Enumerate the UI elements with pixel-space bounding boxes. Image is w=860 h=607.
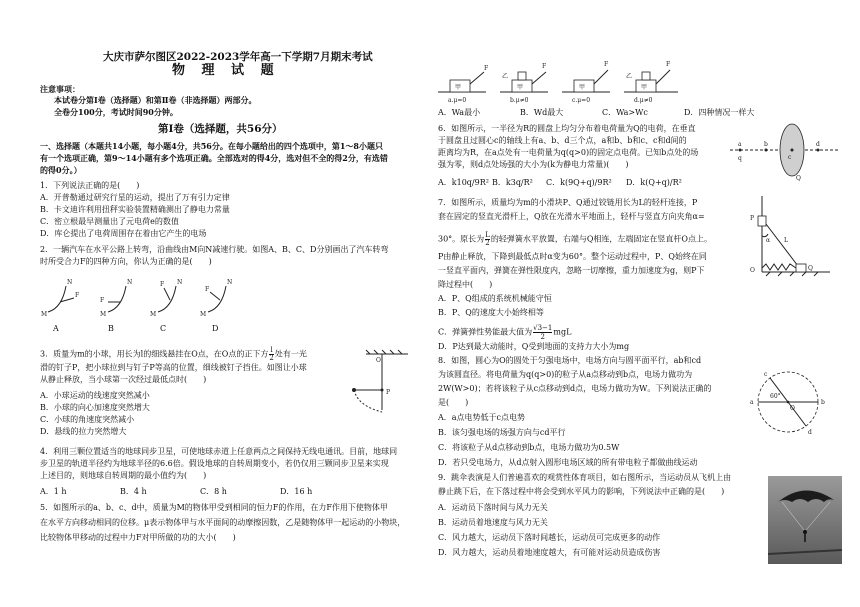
q4-option-c: C．8 h	[200, 487, 227, 496]
q5-fig-b	[500, 63, 548, 104]
section1-intro-2: 有一个选项正确，第9～14小题有多个选项正确。全部选对的得4分，选对但不全的得2分，有选错	[40, 153, 388, 163]
q4-option-b: B．4 h	[120, 487, 147, 496]
q5-fig-c	[562, 61, 610, 104]
q2-fig-d-m: M	[200, 311, 207, 318]
q5-option-c: C．Wa>Wc	[602, 108, 648, 117]
q5-fig-a-label: a.μ=0	[448, 97, 467, 104]
q7-line-6: 降过程中( )	[438, 280, 493, 289]
q8-label-angle: 60°	[770, 393, 781, 400]
right-column	[430, 0, 860, 607]
q2-curve-figures	[40, 272, 240, 332]
q2-fig-d-f: F	[205, 286, 210, 293]
q6-line-3: 距离均为R，在a点处有一电荷量为q(q>0)的固定点电荷。已知b点处的场	[438, 148, 699, 157]
q4-line-3: 上述目的，则地球自转周期的最小值约为( )	[40, 471, 207, 480]
q1-option-c: C．密立根最早测量出了元电荷e的数值	[40, 217, 179, 226]
q2-fig-d	[200, 279, 232, 318]
q5-fig-b-jia: 甲	[517, 84, 524, 91]
q5-fig-a-jia: 甲	[455, 84, 462, 91]
q5-line-3: 比较物体甲移动的过程中力F对甲所做的功的大小( )	[40, 533, 236, 542]
q7-line-4: P由静止释放，下降到最低点时α变为60°。整个运动过程中，P、Q始终在同	[438, 252, 707, 261]
q9-option-c: C．风力越大，运动员下落时间越长，运动员可完成更多的动作	[438, 533, 661, 542]
q7-line-5: 一竖直平面内，弹簧在弹性限度内，忽略一切摩擦，重力加速度为g，则P下	[438, 266, 705, 275]
q7-line-1: 7．如图所示，质量均为m的小滑块P、Q通过铰链用长为L的轻杆连接，P	[438, 198, 698, 207]
q7-option-b: B．P、Q的速度大小始终相等	[438, 308, 544, 317]
q6-line-1: 6．如图所示，一半径为R的圆盘上均匀分布着电荷量为Q的电荷，在垂直	[438, 124, 696, 133]
q7-line-3	[438, 232, 712, 247]
q3-frac-den: 2	[269, 354, 274, 362]
q2-fig-c-f: F	[160, 281, 165, 288]
q5-option-a: A．Wa最小	[438, 108, 481, 117]
q6-label-q-big: Q	[796, 175, 801, 182]
q2-label-d: D	[212, 324, 219, 333]
q6-label-b: b	[764, 141, 768, 148]
q7-option-a: A．P、Q组成的系统机械能守恒	[438, 294, 552, 303]
exam-title: 大庆市萨尔图区2022-2023学年高一下学期7月期末考试	[103, 51, 373, 63]
q6-option-c: C．k(9Q+q)/9R²	[546, 178, 612, 187]
q6-label-c: c	[788, 154, 792, 161]
q8-label-o: O	[790, 405, 795, 412]
q9-option-b: B．运动员着地速度与风力无关	[438, 518, 548, 527]
q5-fig-a	[438, 65, 488, 104]
q3-line-2: 滑的钉子P，把小球拉到与钉子P等高的位置，细线被钉子挡住。如图让小球	[40, 363, 307, 372]
q7-option-c-tail: mgL	[553, 327, 572, 337]
q5-fig-c-jia: 甲	[579, 84, 586, 91]
q8-option-b: B．该匀强电场的场强方向与cd平行	[438, 428, 566, 437]
q2-line-2: 时所受合力F的四种方向，你认为正确的是( )	[40, 257, 212, 266]
q8-label-d: d	[808, 429, 812, 436]
q8-label-a: a	[750, 399, 754, 406]
notice-1: 本试卷分第Ⅰ卷（选择题）和第Ⅱ卷（非选择题）两部分。	[54, 95, 257, 105]
q3-line-1-text: 3．质量为m的小球，用长为l的细线悬挂在O点，在O点的正下方	[40, 349, 269, 359]
q7-label-o: O	[750, 267, 755, 274]
q8-option-c: C．将该粒子从d点移动到b点，电场力做功为0.5W	[438, 443, 620, 452]
q2-fig-a-m: M	[41, 311, 48, 318]
q9-line-1: 9．跳伞表演是人们普遍喜欢的观赏性体育项目，如右图所示，当运动员从飞机上由	[438, 473, 732, 482]
q5-fig-d-f: F	[666, 61, 671, 68]
q1-option-a: A．开普勒通过研究行星的运动，提出了万有引力定律	[40, 193, 230, 202]
q5-fig-d-jia: 甲	[641, 84, 648, 91]
q5-fig-a-f: F	[484, 65, 489, 72]
q2-fig-b-f: F	[100, 297, 105, 304]
q7-line-3a: 30°。原长为	[438, 234, 485, 244]
q2-fig-b	[100, 279, 132, 318]
q5-line-1: 5．如图所示的a、b、c、d中，质量为M的物体甲受到相同的恒力F的作用，在力F作用下使物体甲	[40, 503, 388, 512]
q3-label-o: O	[376, 357, 381, 364]
q5-block-figures	[438, 56, 698, 104]
q7-label-alpha: α	[766, 237, 771, 244]
q1-option-d: D．库仑提出了电荷周围存在着由它产生的电场	[40, 229, 207, 238]
subject-title: 物 理 试 题	[172, 63, 280, 78]
q6-label-d: d	[816, 141, 820, 148]
q5-fig-d-yi: 乙	[626, 73, 633, 80]
q7-option-c	[438, 324, 571, 341]
q2-label-a: A	[53, 324, 59, 333]
q8-circle-figure	[748, 362, 828, 442]
q2-fig-d-n: N	[227, 279, 233, 286]
q4-line-2: 步卫星的轨道半径约为地球半径的6.6倍。假设地球的自转周期变小，若仍仅用三颗同步卫星来实现	[40, 459, 389, 468]
q7-option-d: D．P达到最大动能时，Q受到地面的支持力大小为mg	[438, 342, 630, 351]
q4-line-1: 4．利用三颗位置适当的地球同步卫星，可使地球赤道上任意两点之间保持无线电通讯。目前，地球同	[40, 447, 398, 456]
q2-label-c: C	[160, 324, 167, 333]
q2-line-1: 2．一辆汽车在水平公路上转弯，沿曲线由M向N减速行驶。如图A、B、C、D分别画出了汽车转弯	[40, 245, 389, 254]
q2-fig-a-n: N	[67, 279, 73, 286]
q3-label-p: P	[386, 389, 391, 396]
q6-label-q-small: q	[738, 155, 742, 162]
q3-option-c: C．小球的角速度突然减小	[40, 415, 135, 424]
q3-frac-num: l	[270, 346, 273, 354]
q6-option-b: B．k3q/R²	[492, 178, 533, 187]
q8-label-b: b	[821, 399, 825, 406]
q4-option-d: D．16 h	[280, 487, 313, 496]
q3-line-1	[40, 347, 307, 362]
q3-pendulum-figure	[352, 350, 412, 430]
q6-line-4: 强为零，则d点处场强的大小为(k为静电力常量)( )	[438, 160, 629, 169]
q7-label-l: L	[784, 237, 788, 244]
q2-fig-c-m: M	[150, 311, 157, 318]
q7-option-c-text: C．弹簧弹性势能最大值为	[438, 327, 533, 337]
notice-heading: 注意事项：	[40, 84, 80, 94]
q5-option-d: D．四种情况一样大	[684, 108, 755, 117]
q9-option-d: D．风力越大，运动员着地速度越大，有可能对运动员造成伤害	[438, 548, 661, 557]
q5-fig-c-label: c.μ=0	[572, 97, 591, 104]
q7-option-c-frac-den: 2	[540, 333, 545, 341]
q3-option-b: B．小球的向心加速度突然增大	[40, 403, 150, 412]
q9-line-2: 静止跳下后，在下落过程中将会受到水平风力的影响，下列说法中正确的是( )	[438, 487, 725, 496]
q8-option-a: A．a点电势低于c点电势	[438, 413, 526, 422]
q7-line-3b: 的轻弹簧水平放置，右端与Q相连，左端固定在竖直杆O点上。	[490, 234, 712, 244]
q8-line-3: 2W(W>0)；若将该粒子从c点移动到d点，电场力做功为W。下列说法正确的	[438, 384, 712, 393]
q5-fig-d-label: d.μ≠0	[634, 97, 653, 104]
q8-option-d: D．若只受电场力，从d点射入圆形电场区域的所有带电粒子都做曲线运动	[438, 458, 698, 467]
q2-label-b: B	[108, 324, 114, 333]
q3-line-3: 从静止释放，当小球第一次经过最低点时( )	[40, 375, 207, 384]
q1-option-b: B．卡文迪许利用扭秤实验装置精确测出了静电力常量	[40, 205, 230, 214]
q8-line-4: 是( )	[438, 398, 469, 407]
q3-option-a: A．小球运动的线速度突然减小	[40, 391, 150, 400]
q5-fig-c-f: F	[604, 61, 609, 68]
q6-option-a: A．k10q/9R²	[438, 178, 489, 187]
q5-fig-d	[624, 61, 678, 104]
q3-option-d: D．悬线的拉力突然增大	[40, 427, 127, 436]
q7-label-q: Q	[808, 265, 813, 272]
q7-frac-num: L	[485, 231, 490, 239]
q3-line-1b: 处有一光	[274, 349, 307, 359]
q1-stem: 1．下列说法正确的是( )	[40, 181, 140, 190]
section1-title: 第Ⅰ卷（选择题，共56分）	[158, 123, 283, 135]
q7-slider-figure	[742, 196, 832, 276]
notice-2: 全卷分100分，考试时间90分钟。	[54, 107, 178, 117]
q5-fig-b-f: F	[542, 63, 547, 70]
q9-parachute-photo	[768, 476, 842, 564]
q5-fig-b-yi: 乙	[502, 73, 509, 80]
q7-frac-den: 2	[485, 239, 490, 247]
q2-fig-c	[150, 279, 182, 318]
q2-fig-b-m: M	[100, 311, 107, 318]
q2-fig-b-n: N	[127, 279, 133, 286]
q2-fig-a	[41, 279, 79, 318]
q7-option-c-frac-num: √3−1	[533, 324, 553, 332]
q8-line-1: 8．如图，圆心为O的圆处于匀强电场中，电场方向与圆平面平行，ab和cd	[438, 356, 702, 365]
q7-line-2: 套在固定的竖直光滑杆上，Q放在光滑水平地面上，轻杆与竖直方向夹角α=	[438, 212, 705, 221]
q8-line-2: 为该圆直径。将电荷量为q(q>0)的粒子从a点移动到b点，电场力做功为	[438, 370, 693, 379]
section1-intro-1: 一、选择题（本题共14小题，每小题4分，共56分。在每小题给出的四个选项中，第1～8小题只	[40, 141, 383, 151]
q2-fig-a-f: F	[75, 292, 80, 299]
q6-label-a: a	[738, 141, 742, 148]
q9-option-a: A．运动员下落时间与风力无关	[438, 503, 548, 512]
q6-option-d: D．k(Q+q)/R²	[626, 178, 682, 187]
q5-option-b: B．Wd最大	[520, 108, 564, 117]
q5-fig-b-label: b.μ≠0	[510, 97, 529, 104]
q7-label-p: P	[750, 215, 755, 222]
q4-option-a: A．1 h	[40, 487, 67, 496]
q5-line-2: 在水平方向移动相同的位移。μ表示物体甲与水平面间的动摩擦因数，乙是随物体甲一起运动的小物块，	[40, 518, 406, 527]
q6-line-2: 于圆盘且过圆心c的轴线上有a、b、d三个点，a和b、b和c、c和d间的	[438, 136, 687, 145]
q2-fig-c-n: N	[177, 279, 183, 286]
section1-intro-3: 的得0分。）	[40, 165, 82, 175]
q8-label-c: c	[764, 371, 768, 378]
q6-disk-figure	[730, 118, 840, 182]
